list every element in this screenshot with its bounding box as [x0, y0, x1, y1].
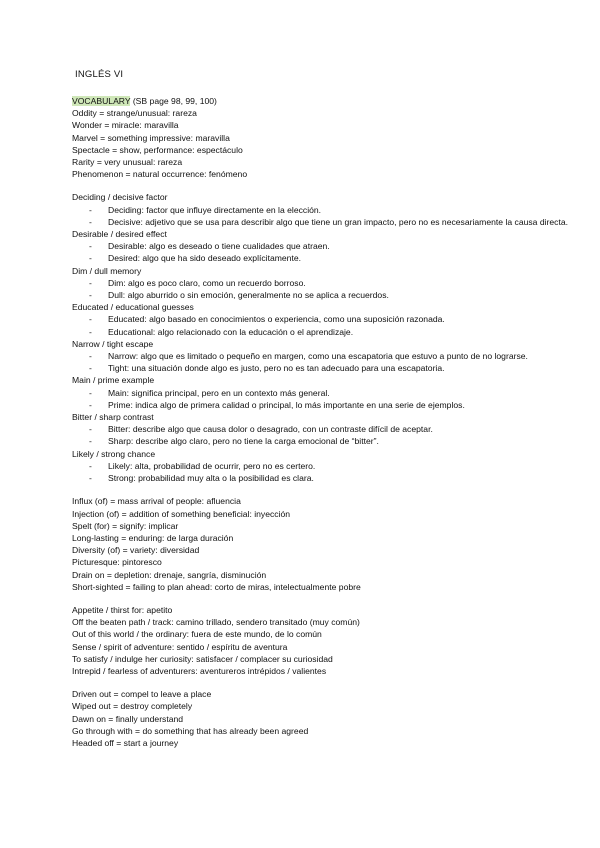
- collocation-item-text: Prime: indica algo de primera calidad o principal, lo más importante en una serie de ejemplos.: [108, 399, 465, 410]
- collocation-item-text: Main: significa principal, pero en un contexto más general.: [108, 387, 330, 398]
- bullet-dash: -: [89, 277, 92, 288]
- collocation-item-text: Narrow: algo que es limitado o pequeño en margen, como una escapatoria que estuvo a punto de no lograrse.: [108, 351, 528, 362]
- vocab-group-3: [72, 604, 572, 677]
- bullet-dash: -: [89, 424, 92, 435]
- collocation-item: [72, 216, 572, 228]
- vocab-line: Spelt (for) = signify: implicar: [72, 520, 179, 531]
- collocation-heading: Deciding / decisive factor: [72, 192, 168, 203]
- bullet-dash: -: [89, 290, 92, 301]
- collocation-item-text: Dull: algo aburrido o sin emoción, generalmente no se aplica a recuerdos.: [108, 290, 389, 301]
- collocation-heading: Likely / strong chance: [72, 448, 156, 459]
- phrasal-verb-line: Driven out = compel to leave a place: [72, 689, 212, 700]
- phrasal-verb-line: Go through with = do something that has already been agreed: [72, 725, 309, 736]
- collocation-item-text: Desirable: algo es deseado o tiene cualidades que atraen.: [108, 241, 330, 252]
- collocation-item: [72, 423, 572, 435]
- collocation-item-text: Sharp: describe algo claro, pero no tiene la carga emocional de “bitter”.: [108, 436, 379, 447]
- vocab-line: Spectacle = show, performance: espectáculo: [72, 144, 243, 155]
- collocation-item: [72, 460, 572, 472]
- collocation-item-text: Educational: algo relacionado con la educación o el aprendizaje.: [108, 326, 354, 337]
- vocab-group-1: [72, 107, 572, 180]
- collocation-item-text: Bitter: describe algo que causa dolor o desagrado, con un contraste difícil de aceptar.: [108, 424, 433, 435]
- document-title: INGLÉS VI: [75, 69, 124, 80]
- phrasal-verb-line: Headed off = start a journey: [72, 737, 179, 748]
- vocab-line: Intrepid / fearless of adventurers: aventureros intrépidos / valientes: [72, 665, 327, 676]
- collocation-item: [72, 350, 572, 362]
- document-body: [72, 95, 572, 749]
- vocab-group-2: [72, 495, 572, 593]
- bullet-dash: -: [89, 436, 92, 447]
- collocation-item-text: Decisive: adjetivo que se usa para describir algo que tiene un gran impacto, pero no es necesariamente la causa directa.: [108, 216, 569, 227]
- vocab-line: Short-sighted = failing to plan ahead: corto de miras, intelectualmente pobre: [72, 581, 361, 592]
- bullet-dash: -: [89, 351, 92, 362]
- bullet-dash: -: [89, 363, 92, 374]
- bullet-dash: -: [89, 326, 92, 337]
- vocab-group-4: [72, 688, 572, 749]
- collocation-item: [72, 313, 572, 325]
- collocation-item-text: Likely: alta, probabilidad de ocurrir, pero no es certero.: [108, 460, 316, 471]
- bullet-dash: -: [89, 473, 92, 484]
- vocab-line: Diversity (of) = variety: diversidad: [72, 545, 200, 556]
- vocab-line: Wonder = miracle: maravilla: [72, 120, 179, 131]
- vocab-line: Rarity = very unusual: rareza: [72, 157, 183, 168]
- vocab-line: Oddity = strange/unusual: rareza: [72, 108, 197, 119]
- collocation-item-text: Dim: algo es poco claro, como un recuerdo borroso.: [108, 277, 306, 288]
- collocation-heading: Dim / dull memory: [72, 265, 142, 276]
- bullet-dash: -: [89, 216, 92, 227]
- vocab-line: Phenomenon = natural occurrence: fenómeno: [72, 169, 248, 180]
- phrasal-verb-line: Dawn on = finally understand: [72, 713, 184, 724]
- collocation-item-text: Tight: una situación donde algo es justo, pero no es tan adecuado para una escapatoria.: [108, 363, 445, 374]
- bullet-dash: -: [89, 387, 92, 398]
- collocation-item: [72, 435, 572, 447]
- vocab-line: To satisfy / indulge her curiosity: satisfacer / complacer su curiosidad: [72, 653, 333, 664]
- collocations-list: [72, 191, 572, 484]
- vocab-line: Drain on = depletion: drenaje, sangría, disminución: [72, 569, 267, 580]
- collocation-item: [72, 362, 572, 374]
- collocation-item-text: Educated: algo basado en conocimientos o experiencia, como una suposición razonada.: [108, 314, 445, 325]
- collocation-item: [72, 277, 572, 289]
- collocation-item: [72, 399, 572, 411]
- collocation-item: [72, 472, 572, 484]
- vocab-line: Picturesque: pintoresco: [72, 557, 162, 568]
- phrasal-verb-line: Wiped out = destroy completely: [72, 701, 193, 712]
- vocab-line: Injection (of) = addition of something beneficial: inyección: [72, 508, 291, 519]
- vocabulary-heading: [72, 95, 572, 107]
- bullet-dash: -: [89, 399, 92, 410]
- collocation-item-text: Desired: algo que ha sido deseado explícitamente.: [108, 253, 302, 264]
- collocation-item-text: Strong: probabilidad muy alta o la posibilidad es clara.: [108, 473, 314, 484]
- vocab-line: Marvel = something impressive: maravilla: [72, 132, 230, 143]
- vocab-line: Out of this world / the ordinary: fuera de este mundo, de lo común: [72, 629, 322, 640]
- bullet-dash: -: [89, 204, 92, 215]
- collocation-heading: Educated / educational guesses: [72, 302, 194, 313]
- collocation-item: [72, 289, 572, 301]
- vocab-line: Long-lasting = enduring: de larga duración: [72, 532, 234, 543]
- bullet-dash: -: [89, 241, 92, 252]
- bullet-dash: -: [89, 253, 92, 264]
- vocabulary-page-ref: (SB page 98, 99, 100): [130, 96, 217, 106]
- collocation-item: [72, 240, 572, 252]
- vocab-line: Appetite / thirst for: apetito: [72, 604, 173, 615]
- vocab-line: Influx (of) = mass arrival of people: afluencia: [72, 496, 241, 507]
- collocation-heading: Desirable / desired effect: [72, 229, 167, 240]
- collocation-heading: Bitter / sharp contrast: [72, 412, 154, 423]
- vocab-line: Sense / spirit of adventure: sentido / espíritu de aventura: [72, 641, 288, 652]
- collocation-item: [72, 204, 572, 216]
- collocation-item-text: Deciding: factor que influye directamente en la elección.: [108, 204, 322, 215]
- vocab-line: Off the beaten path / track: camino trillado, sendero transitado (muy común): [72, 617, 360, 628]
- collocation-item: [72, 252, 572, 264]
- collocation-item: [72, 326, 572, 338]
- collocation-item: [72, 387, 572, 399]
- collocation-heading: Narrow / tight escape: [72, 338, 154, 349]
- vocabulary-highlight: VOCABULARY: [72, 96, 131, 106]
- bullet-dash: -: [89, 460, 92, 471]
- bullet-dash: -: [89, 314, 92, 325]
- collocation-heading: Main / prime example: [72, 375, 155, 386]
